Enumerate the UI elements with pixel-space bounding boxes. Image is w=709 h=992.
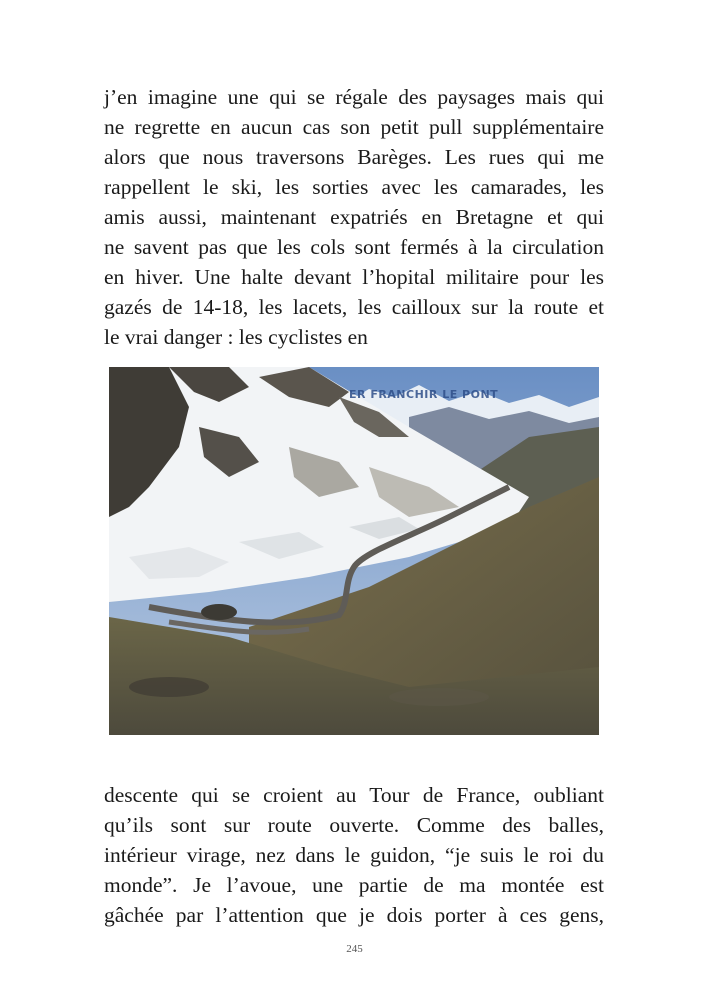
text-line: intérieur virage, nez dans le guidon, “je suis le roi du [104,843,604,867]
text-line: alors que nous traversons Barèges. Les rues qui me [104,145,604,169]
text-line: ne savent pas que les cols sont fermés à la circulation [104,235,604,259]
text-line: le vrai danger : les cyclistes en [104,325,368,349]
text-line: j’en imagine une qui se régale des paysages mais qui [104,85,604,109]
text-line: monde”. Je l’avoue, une partie de ma montée est [104,873,604,897]
mountain-road-photo [109,367,599,735]
text-line: en hiver. Une halte devant l’hopital militaire pour les [104,265,604,289]
text-line: ne regrette en aucun cas son petit pull supplémentaire [104,115,604,139]
photo-watermark: ER FRANCHIR LE PONT [349,388,499,401]
page-number: 245 [346,943,363,955]
paragraph-2 [104,780,604,930]
text-line: amis aussi, maintenant expatriés en Bretagne et qui [104,205,604,229]
paragraph-1 [104,82,604,352]
text-line: descente qui se croient au Tour de France, oubliant [104,783,604,807]
text-line: qu’ils sont sur route ouverte. Comme des balles, [104,813,604,837]
text-line: gâchée par l’attention que je dois porter à ces gens, [104,903,604,927]
text-line: rappellent le ski, les sorties avec les camarades, les [104,175,604,199]
text-line: gazés de 14-18, les lacets, les cailloux sur la route et [104,295,604,319]
